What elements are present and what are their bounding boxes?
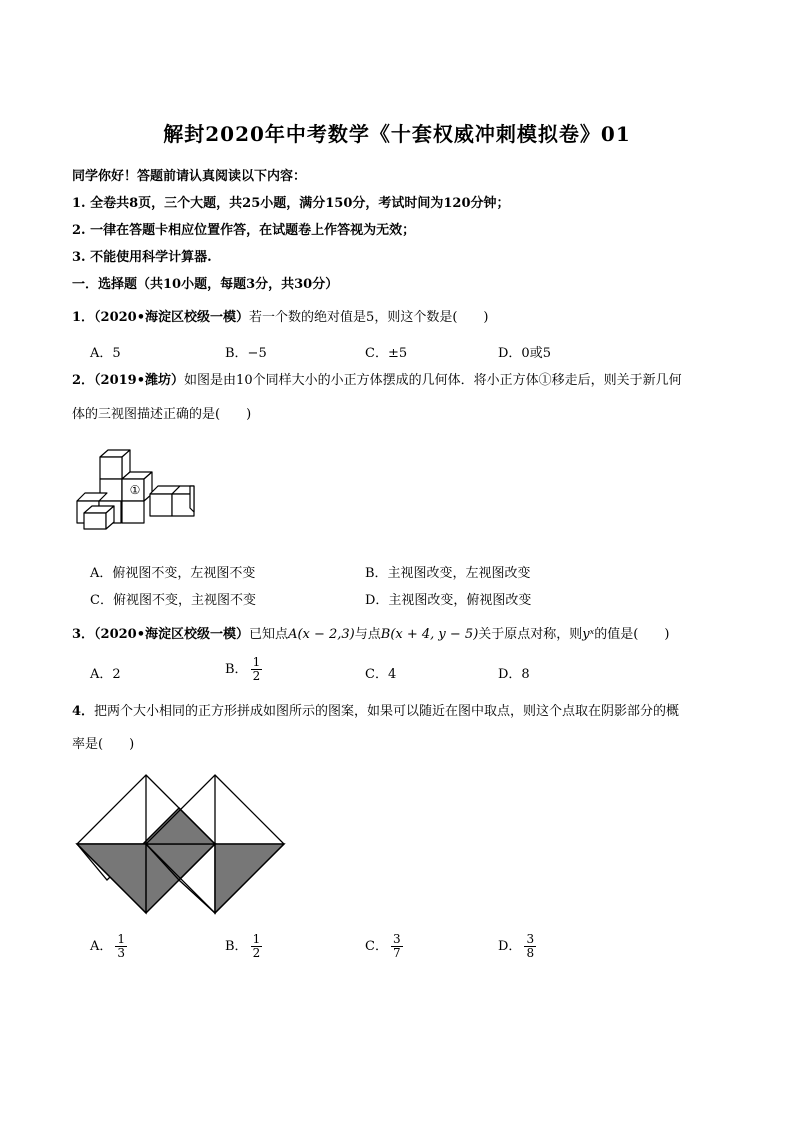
intro-rule-2: 2. 一律在答题卡相应位置作答，在试题卷上作答视为无效； bbox=[72, 223, 416, 238]
q4-option-b[interactable] bbox=[225, 933, 262, 960]
q4-option-a-label: A． bbox=[90, 939, 113, 954]
q4-option-c-fraction: $\frac{3}{7}$ bbox=[392, 932, 401, 960]
q1-number: 1． bbox=[72, 310, 95, 325]
q3-option-d[interactable]: D．8 bbox=[498, 667, 530, 682]
q3-option-a[interactable]: A．2 bbox=[90, 667, 121, 682]
q1-text: 若一个数的绝对值是5，则这个数是( ) bbox=[249, 310, 489, 325]
q2-option-d[interactable]: D．主视图改变，俯视图改变 bbox=[365, 593, 532, 608]
q1-option-d[interactable]: D．0或5 bbox=[498, 346, 551, 361]
q4-option-a-fraction: $\frac{1}{3}$ bbox=[117, 932, 126, 960]
q4-option-d-label: D． bbox=[498, 939, 522, 954]
question-3 bbox=[72, 623, 669, 642]
q4-number: 4． bbox=[72, 704, 95, 719]
question-4 bbox=[72, 700, 679, 719]
q3-option-b-fraction: $\frac{1}{2}$ bbox=[252, 655, 261, 683]
q4-option-a[interactable] bbox=[90, 933, 127, 960]
q1-source: （2020•海淀区校级一模） bbox=[94, 310, 250, 325]
q2-number: 2． bbox=[72, 373, 95, 388]
q3-text-c: 关于原点对称，则 bbox=[478, 627, 583, 642]
cube-label: ① bbox=[129, 483, 141, 497]
q3-number: 3． bbox=[72, 627, 95, 642]
q4-option-c-label: C． bbox=[365, 939, 388, 954]
q4-option-c[interactable] bbox=[365, 933, 403, 960]
q4-option-d[interactable] bbox=[498, 933, 536, 960]
question-1 bbox=[72, 306, 488, 325]
intro-rule-1: 1. 全卷共8页，三个大题，共25小题，满分150分，考试时间为120分钟； bbox=[72, 196, 510, 211]
question-2 bbox=[72, 369, 682, 388]
q3-point-a: A(x − 2,3) bbox=[288, 627, 355, 642]
q1-option-a[interactable]: A．5 bbox=[90, 346, 121, 361]
q2-option-b[interactable]: B．主视图改变，左视图改变 bbox=[365, 566, 531, 581]
q3-text-a: 已知点 bbox=[249, 627, 289, 642]
q3-option-c[interactable]: C．4 bbox=[365, 667, 397, 682]
q2-option-c[interactable]: C．俯视图不变，主视图不变 bbox=[90, 593, 256, 608]
q2-text-line1: 如图是由10个同样大小的小正方体摆成的几何体．将小正方体①移走后，则关于新几何 bbox=[184, 373, 682, 388]
q3-option-b[interactable] bbox=[225, 656, 262, 683]
page-title: 解封2020年中考数学《十套权威冲刺模拟卷》01 bbox=[163, 122, 631, 146]
q3-point-b: B(x + 4, y − 5) bbox=[380, 627, 479, 642]
q3-option-b-label: B． bbox=[225, 662, 248, 677]
intro-rule-3: 3. 不能使用科学计算器. bbox=[72, 250, 212, 265]
q2-text-line2: 体的三视图描述正确的是( ) bbox=[72, 407, 252, 422]
q1-option-c[interactable]: C．±5 bbox=[365, 346, 408, 361]
q4-option-b-fraction: $\frac{1}{2}$ bbox=[252, 932, 261, 960]
q4-option-b-label: B． bbox=[225, 939, 248, 954]
q3-text-d: 的值是( ) bbox=[594, 627, 670, 642]
q3-text-b: 与点 bbox=[354, 627, 381, 642]
q2-option-a[interactable]: A．俯视图不变，左视图不变 bbox=[90, 566, 256, 581]
section-heading: 一．选择题（共10小题，每题3分，共30分） bbox=[72, 277, 339, 292]
cube-figure bbox=[72, 442, 197, 530]
q2-source: （2019•潍坊） bbox=[94, 373, 185, 388]
intro-greeting: 同学你好！答题前请认真阅读以下内容： bbox=[72, 169, 307, 184]
q3-y-power-x: yˣ bbox=[582, 627, 595, 642]
squares-figure bbox=[74, 772, 288, 916]
q4-option-d-fraction: $\frac{3}{8}$ bbox=[526, 932, 535, 960]
q3-source: （2020•海淀区校级一模） bbox=[94, 627, 250, 642]
q1-option-b[interactable]: B．−5 bbox=[225, 346, 267, 361]
q4-text-line2: 率是( ) bbox=[72, 737, 135, 752]
q4-text-line1: 把两个大小相同的正方形拼成如图所示的图案，如果可以随近在图中取点，则这个点取在阴影部分的概 bbox=[94, 704, 680, 719]
